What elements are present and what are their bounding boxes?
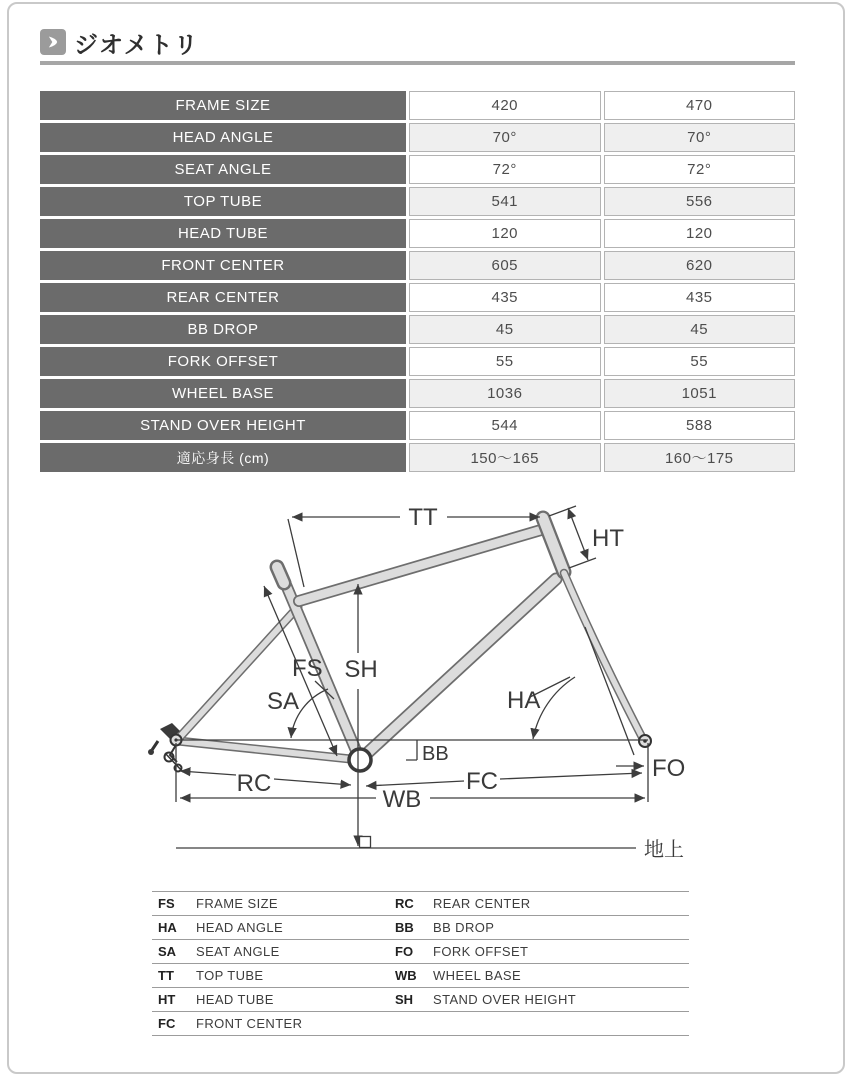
diagram-label-ha: HA (507, 687, 541, 714)
legend-abbr: SA (158, 944, 177, 959)
legend-term: WHEEL BASE (433, 968, 522, 983)
diagram-label-tt: TT (408, 504, 438, 531)
row-label: STAND OVER HEIGHT (40, 411, 406, 440)
table-row (40, 315, 795, 344)
diagram-label-bb: BB (422, 743, 449, 765)
legend-term: FRAME SIZE (196, 896, 279, 911)
value-size-470: 435 (604, 283, 796, 312)
frame-geometry-diagram (40, 475, 795, 875)
legend-term: HEAD TUBE (196, 992, 274, 1007)
legend-term: FORK OFFSET (433, 944, 529, 959)
value-size-420: 435 (409, 283, 601, 312)
legend-row (152, 988, 689, 1012)
right-angle-marker (360, 837, 371, 848)
value-size-420: 72° (409, 155, 601, 184)
diagram-label-fo: FO (652, 755, 686, 782)
diagram-label-ground: 地上 (644, 839, 684, 861)
legend-abbr: SH (395, 992, 414, 1007)
row-label: FRONT CENTER (40, 251, 406, 280)
value-size-420: 541 (409, 187, 601, 216)
legend-term: SEAT ANGLE (196, 944, 280, 959)
value-size-470: 72° (604, 155, 796, 184)
diagram-label-sa: SA (267, 688, 300, 715)
value-size-470: 45 (604, 315, 796, 344)
abbreviation-legend (152, 891, 689, 1036)
diagram-label-rc: RC (236, 770, 272, 797)
table-row (40, 443, 795, 472)
legend-row (152, 1012, 689, 1036)
diagram-label-sh: SH (344, 656, 378, 683)
row-label: TOP TUBE (40, 187, 406, 216)
table-row (40, 91, 795, 120)
diagram-label-fc: FC (466, 768, 498, 795)
table-row (40, 251, 795, 280)
value-size-420: 120 (409, 219, 601, 248)
legend-term: STAND OVER HEIGHT (433, 992, 577, 1007)
value-size-470: 1051 (604, 379, 796, 408)
legend-abbr: FS (158, 896, 175, 911)
legend-abbr: FO (395, 944, 414, 959)
legend-abbr: TT (158, 968, 174, 983)
legend-term: BB DROP (433, 920, 495, 935)
geometry-section (40, 28, 795, 1036)
value-size-470: 556 (604, 187, 796, 216)
value-size-420: 544 (409, 411, 601, 440)
value-size-420: 45 (409, 315, 601, 344)
table-row (40, 219, 795, 248)
bike-frame-drawing (40, 475, 795, 875)
diagram-label-ht: HT (592, 525, 624, 552)
legend-abbr: WB (395, 968, 417, 983)
geometry-spec-table (40, 91, 795, 472)
table-row (40, 379, 795, 408)
value-size-420: 1036 (409, 379, 601, 408)
diagram-label-fs: FS (292, 655, 323, 682)
legend-term: FRONT CENTER (196, 1016, 303, 1031)
legend-abbr (389, 1017, 433, 1031)
value-size-420: 55 (409, 347, 601, 376)
table-row (40, 155, 795, 184)
row-label: BB DROP (40, 315, 406, 344)
value-size-420: 70° (409, 123, 601, 152)
row-label: WHEEL BASE (40, 379, 406, 408)
value-size-420: 150〜165 (409, 443, 601, 472)
value-size-470: 120 (604, 219, 796, 248)
row-label: HEAD TUBE (40, 219, 406, 248)
legend-abbr: BB (395, 920, 414, 935)
table-row (40, 187, 795, 216)
section-header (40, 28, 795, 59)
value-size-470: 55 (604, 347, 796, 376)
table-row (40, 123, 795, 152)
page-title: ジオメトリ (74, 31, 199, 59)
legend-abbr: FC (158, 1016, 176, 1031)
row-label: 適応身長 (cm) (40, 443, 406, 472)
legend-term: HEAD ANGLE (196, 920, 284, 935)
diagram-label-wb: WB (382, 786, 422, 813)
row-label: HEAD ANGLE (40, 123, 406, 152)
value-size-470: 470 (604, 91, 796, 120)
value-size-420: 605 (409, 251, 601, 280)
table-row (40, 347, 795, 376)
value-size-470: 588 (604, 411, 796, 440)
row-label: FORK OFFSET (40, 347, 406, 376)
legend-abbr: RC (395, 896, 414, 911)
legend-abbr: HA (158, 920, 177, 935)
value-size-470: 620 (604, 251, 796, 280)
table-row (40, 411, 795, 440)
value-size-470: 70° (604, 123, 796, 152)
bottom-bracket (349, 749, 371, 771)
row-label: REAR CENTER (40, 283, 406, 312)
row-label: FRAME SIZE (40, 91, 406, 120)
chevron-right-icon (40, 29, 66, 55)
header-divider (40, 61, 795, 65)
legend-row (152, 892, 689, 916)
legend-term: REAR CENTER (433, 896, 531, 911)
table-row (40, 283, 795, 312)
legend-abbr: HT (158, 992, 176, 1007)
row-label: SEAT ANGLE (40, 155, 406, 184)
legend-term: TOP TUBE (196, 968, 264, 983)
value-size-420: 420 (409, 91, 601, 120)
legend-row (152, 964, 689, 988)
value-size-470: 160〜175 (604, 443, 796, 472)
legend-row (152, 916, 689, 940)
legend-row (152, 940, 689, 964)
